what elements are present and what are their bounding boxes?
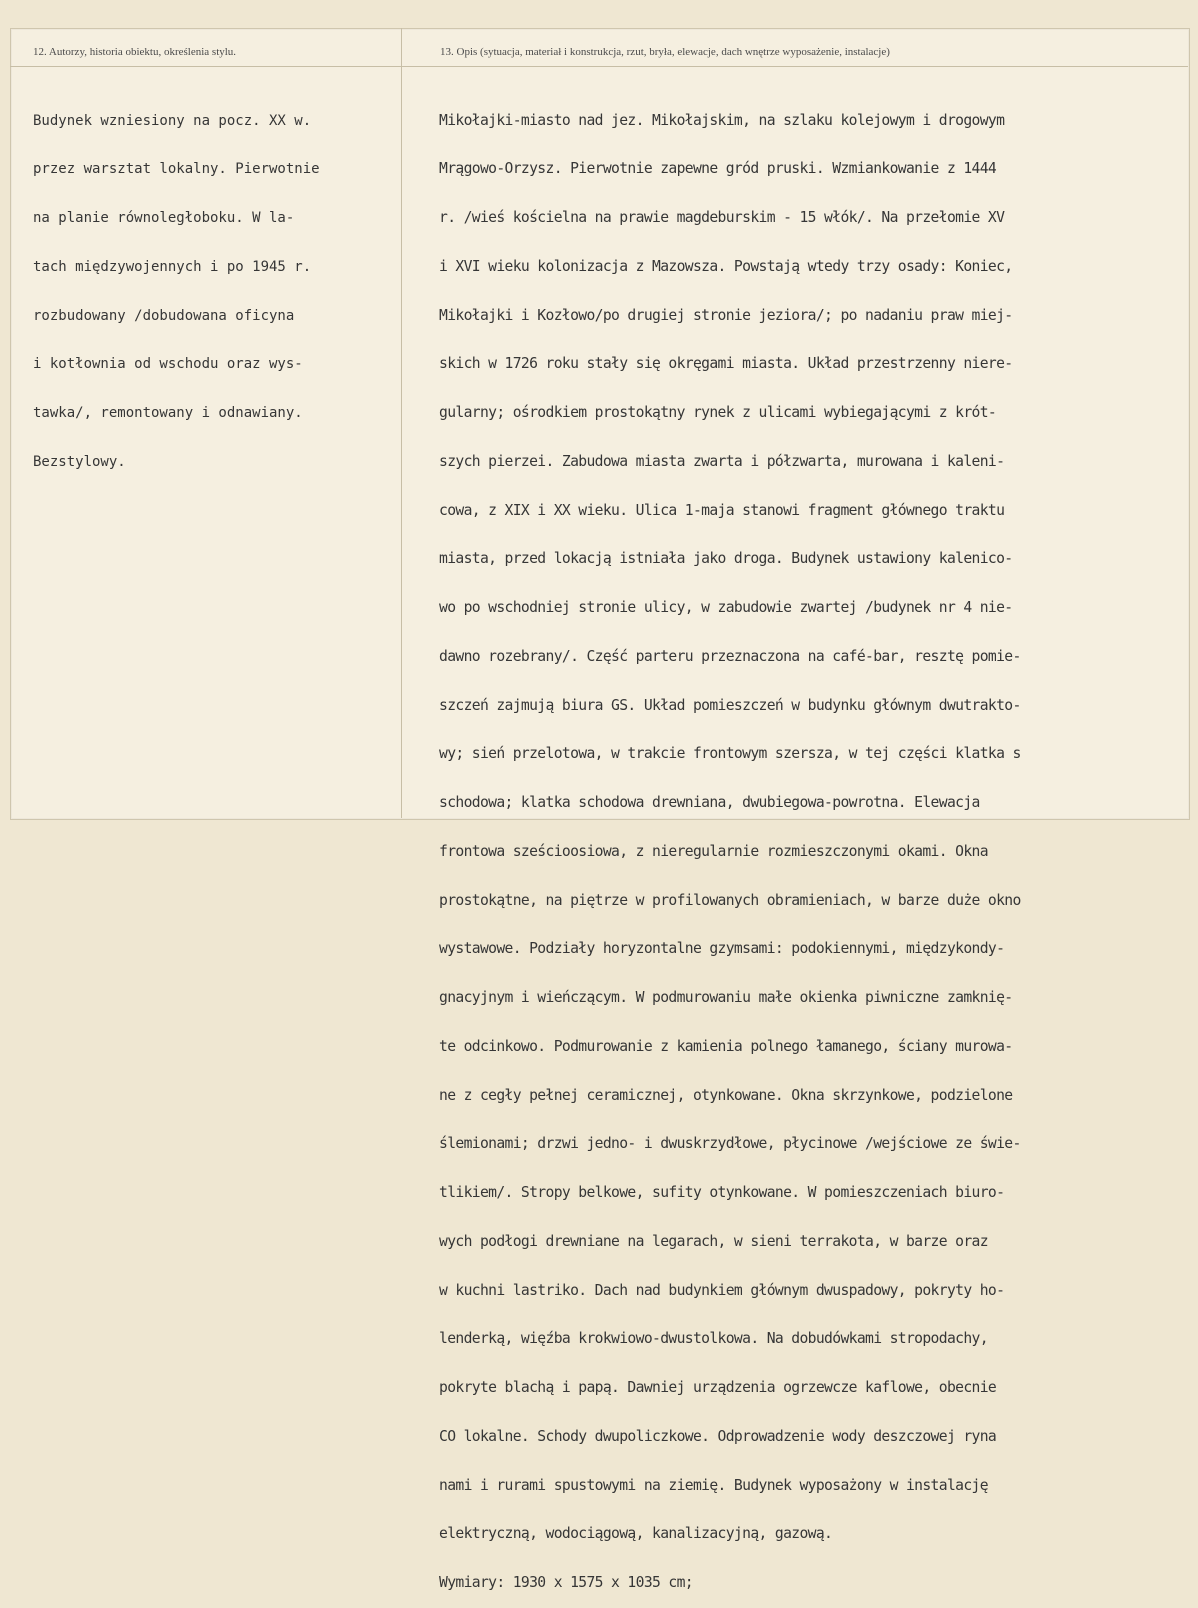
description-line: tlikiem/. Stropy belkowe, sufity otynkowane. W pomieszczeniach biuro- (439, 1184, 1005, 1201)
description-line: Mikołajki-miasto nad jez. Mikołajskim, na szlaku kolejowym i drogowym (439, 111, 1005, 129)
history-line: rozbudowany /dobudowana oficyna (33, 307, 295, 324)
description-line: gnacyjnym i wieńczącym. W podmurowaniu małe okienka piwniczne zamknię- (439, 989, 1013, 1006)
section-13-title: 13. Opis (sytuacja, materiał i konstrukcja, rzut, bryła, elewacje, dach wnętrze wyposażenie, instalacje) (440, 46, 890, 58)
description-line: Mrągowo-Orzysz. Pierwotnie zapewne gród pruski. Wzmiankowanie z 1444 (439, 160, 997, 178)
description-line: cowa, z XIX i XX wieku. Ulica 1-maja stanowi fragment głównego traktu (439, 501, 1005, 519)
description-line: dawno rozebrany/. Część parteru przeznaczona na café-bar, resztę pomie- (439, 647, 1021, 665)
history-line: na planie równoległoboku. W la- (33, 210, 295, 226)
description-line: nami i rurami spustowymi na ziemię. Budynek wyposażony w instalację (439, 1476, 988, 1494)
description-line: i XVI wieku kolonizacja z Mazowsza. Powstają wtedy trzy osady: Koniec, (439, 257, 1013, 275)
description-line: szczeń zajmują biura GS. Układ pomieszczeń w budynku głównym dwutrakto- (439, 696, 1021, 714)
history-text (33, 80, 320, 486)
description-line: w kuchni lastriko. Dach nad budynkiem głównym dwuspadowy, pokryty ho- (439, 1281, 1005, 1299)
history-line: przez warsztat lokalny. Pierwotnie (33, 161, 320, 178)
description-line: lenderką, więźba krokwiowo-dwustolkowa. Na dobudówkami stropodachy, (439, 1330, 988, 1348)
history-line: i kotłownia od wschodu oraz wys- (33, 356, 303, 373)
description-line: wo po wschodniej stronie ulicy, w zabudowie zwartej /budynek nr 4 nie- (439, 599, 1013, 616)
history-line: Bezstylowy. (33, 453, 126, 470)
description-line: wych podłogi drewniane na legarach, w sieni terrakota, w barze oraz (439, 1232, 988, 1250)
description-line: frontowa sześcioosiowa, z nieregularnie rozmieszczonymi okami. Okna (439, 842, 988, 860)
description-line: ne z cegły pełnej ceramicznej, otynkowane. Okna skrzynkowe, podzielone (439, 1086, 1013, 1104)
description-line: schodowa; klatka schodowa drewniana, dwubiegowa-powrotna. Elewacja (439, 794, 980, 811)
description-line: prostokątne, na piętrze w profilowanych obramieniach, w barze duże okno (439, 891, 1021, 909)
description-line: elektryczną, wodociągową, kanalizacyjną, gazową. (439, 1525, 833, 1543)
description-line: wystawowe. Podziały horyzontalne gzymsami: podokiennymi, międzykondy- (439, 940, 1005, 958)
description-line: r. /wieś kościelna na prawie magdeburskim - 15 włók/. Na przełomie XV (439, 209, 1005, 226)
description-line: Mikołajki i Kozłowo/po drugiej stronie jeziora/; po nadaniu praw miej- (439, 306, 1013, 324)
description-line: pokryte blachą i papą. Dawniej urządzenia ogrzewcze kaflowe, obecnie (439, 1379, 997, 1396)
description-line: szych pierzei. Zabudowa miasta zwarta i półzwarta, murowana i kaleni- (439, 452, 1005, 470)
description-line: wy; sień przelotowa, w trakcie frontowym szersza, w tej części klatka s (439, 745, 1021, 763)
description-text (439, 80, 1021, 1608)
history-line: tawka/, remontowany i odnawiany. (33, 405, 303, 421)
description-line: skich w 1726 roku stały się okręgami miasta. Układ przestrzenny niere- (439, 355, 1013, 373)
dimensions-line: Wymiary: 1930 x 1575 x 1035 cm; (439, 1574, 693, 1591)
history-line: tach międzywojennych i po 1945 r. (33, 258, 312, 275)
description-line: ślemionami; drzwi jedno- i dwuskrzydłowe, płycinowe /wejściowe ze świe- (439, 1135, 1021, 1153)
description-line: CO lokalne. Schody dwupoliczkowe. Odprowadzenie wody deszczowej ryna (439, 1427, 997, 1445)
history-line: Budynek wzniesiony na pocz. XX w. (33, 112, 312, 129)
description-line: te odcinkowo. Podmurowanie z kamienia polnego łamanego, ściany murowa- (439, 1037, 1013, 1055)
column-divider (401, 28, 402, 818)
description-line: miasta, przed lokacją istniała jako droga. Budynek ustawiony kalenico- (439, 550, 1013, 568)
section-12-title: 12. Autorzy, historia obiektu, określenia stylu. (33, 46, 237, 58)
description-line: gularny; ośrodkiem prostokątny rynek z ulicami wybiegającymi z krót- (439, 404, 997, 421)
